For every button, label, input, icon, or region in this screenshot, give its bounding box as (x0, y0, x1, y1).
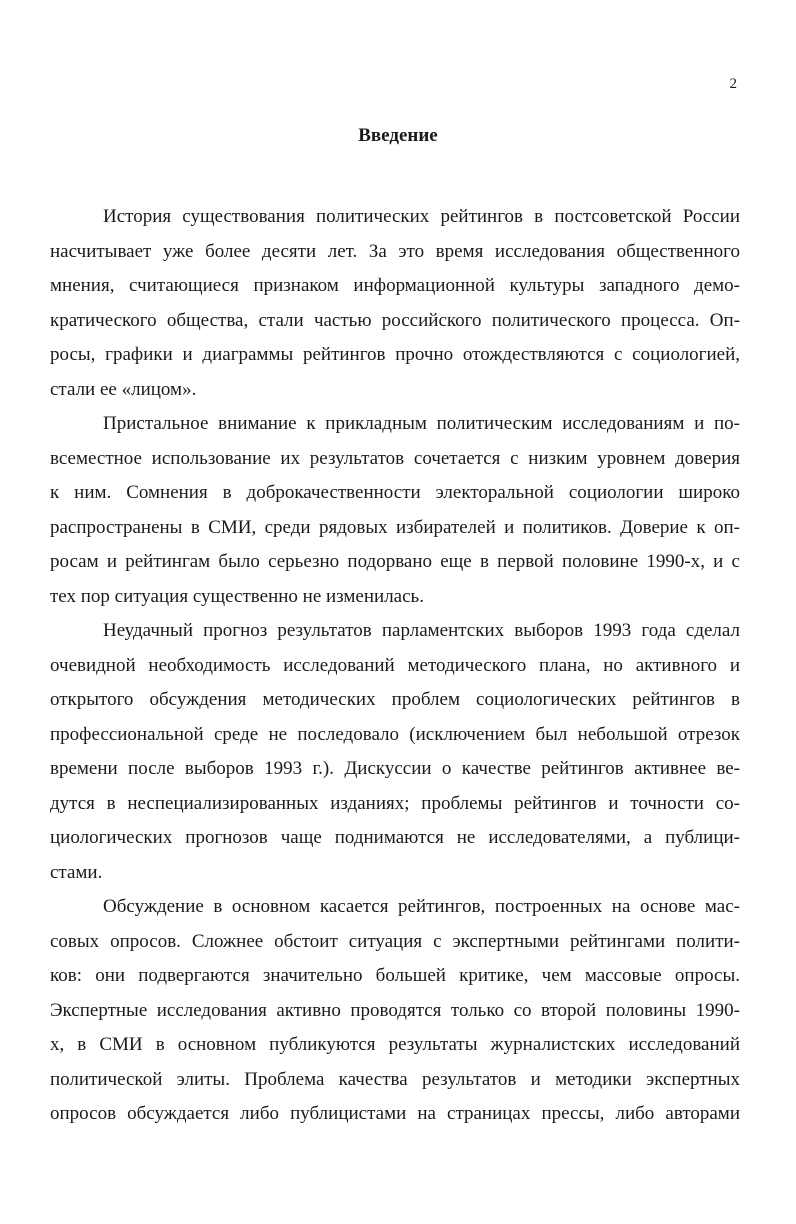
text-line: росы, графики и диаграммы рейтингов прочно отождествляются с социологией, (50, 344, 740, 365)
text-line: циологических прогнозов чаще поднимаются не исследователями, а публици- (50, 827, 740, 848)
text-line: Пристальное внимание к прикладным политическим исследованиям и по- (103, 413, 740, 434)
text-line: очевидной необходимость исследований методического плана, но активного и (50, 654, 740, 676)
text-line: распространены в СМИ, среди рядовых избирателей и политиков. Доверие к оп- (50, 516, 740, 538)
page-title: Введение (358, 125, 438, 146)
text-line: стали ее «лицом». (50, 378, 197, 400)
text-line: опросов обсуждается либо публицистами на страницах прессы, либо авторами (50, 1103, 740, 1124)
text-line: стами. (50, 861, 103, 883)
text-line: мнения, считающиеся признаком информационной культуры западного демо- (50, 275, 740, 296)
paragraph-4 (50, 890, 740, 1132)
text-line: насчитывает уже более десяти лет. За это время исследования общественного (50, 240, 740, 262)
text-line: открытого обсуждения методических проблем социологических рейтингов в (50, 689, 740, 710)
text-line: профессиональной среде не последовало (исключением был небольшой отрезок (50, 723, 740, 745)
document-body (50, 200, 740, 1132)
text-line: ков: они подвергаются значительно большей критике, чем массовые опросы. (50, 965, 740, 986)
text-line: к ним. Сомнения в доброкачественности электоральной социологии широко (50, 482, 740, 503)
text-line: История существования политических рейтингов в постсоветской России (103, 206, 740, 227)
text-line: всеместное использование их результатов сочетается с низким уровнем доверия (50, 447, 740, 469)
text-line: тех пор ситуация существенно не изменилась. (50, 585, 424, 607)
text-line: времени после выборов 1993 г.). Дискуссии о качестве рейтингов активнее ве- (50, 758, 740, 779)
text-line: дутся в неспециализированных изданиях; проблемы рейтингов и точности со- (50, 792, 740, 814)
text-line: х, в СМИ в основном публикуются результаты журналистских исследований (50, 1034, 740, 1055)
text-line: политической элиты. Проблема качества результатов и методики экспертных (50, 1068, 740, 1090)
text-line: кратического общества, стали частью российского политического процесса. Оп- (50, 309, 740, 331)
text-line: совых опросов. Сложнее обстоит ситуация с экспертными рейтингами полити- (50, 930, 740, 952)
paragraph-1 (50, 200, 740, 407)
text-line: росам и рейтингам было серьезно подорвано еще в первой половине 1990-х, и с (50, 551, 740, 572)
page-number: 2 (729, 76, 737, 92)
paragraph-3 (50, 614, 740, 890)
text-line: Экспертные исследования активно проводятся только со второй половины 1990- (50, 999, 740, 1021)
text-line: Обсуждение в основном касается рейтингов, построенных на основе мас- (103, 896, 740, 917)
text-line: Неудачный прогноз результатов парламентских выборов 1993 года сделал (103, 620, 740, 641)
paragraph-2 (50, 407, 740, 614)
